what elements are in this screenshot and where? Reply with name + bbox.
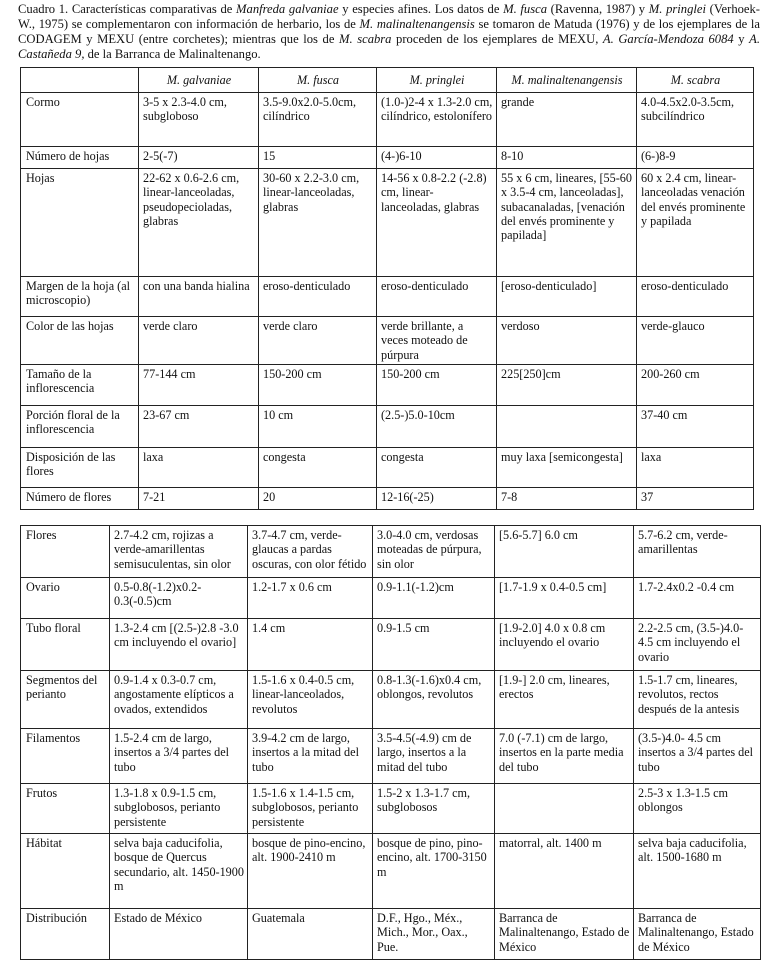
table-cell: 0.9-1.1(-1.2)cm — [373, 578, 495, 619]
table-cell: 4.0-4.5x2.0-3.5cm, subcilíndrico — [637, 93, 754, 147]
table-row — [21, 784, 761, 834]
table-cell: 2.5-3 x 1.3-1.5 cm oblongos — [634, 784, 761, 834]
table-cell: 60 x 2.4 cm, linear-lanceoladas venación del envés prominente y papilada — [637, 169, 754, 277]
species-header: M. fusca — [259, 68, 377, 93]
table-cell: 1.2-1.7 x 0.6 cm — [248, 578, 373, 619]
table-cell: 1.7-2.4x0.2 -0.4 cm — [634, 578, 761, 619]
table-row — [21, 526, 761, 578]
table-row — [21, 447, 754, 487]
table-cell: 8-10 — [497, 147, 637, 169]
table-cell: 3.5-9.0x2.0-5.0cm, cilíndrico — [259, 93, 377, 147]
species-header: M. galvaniae — [139, 68, 259, 93]
table-cell: eroso-denticulado — [259, 277, 377, 317]
table-cell: 0.9-1.4 x 0.3-0.7 cm, angostamente elípticos a ovados, extendidos — [110, 671, 248, 729]
table-cell: congesta — [259, 447, 377, 487]
table-cell: matorral, alt. 1400 m — [495, 834, 634, 909]
table-cell: (4-)6-10 — [377, 147, 497, 169]
table-row — [21, 671, 761, 729]
caption-italic-text: M. fusca — [503, 2, 548, 16]
table-row — [21, 729, 761, 784]
species-header: M. malinaltenangensis — [497, 68, 637, 93]
caption-text: y especies afines. Los datos de — [338, 2, 504, 16]
caption-text: proceden de los ejemplares de MEXU, — [391, 31, 603, 46]
table-cell: 3.0-4.0 cm, verdosas moteadas de púrpura, sin olor — [373, 526, 495, 578]
table-cell: verde claro — [259, 317, 377, 365]
row-label: Porción floral de la inflorescencia — [21, 405, 139, 447]
table-cell: con una banda hialina — [139, 277, 259, 317]
table-row — [21, 277, 754, 317]
table-cell: verde claro — [139, 317, 259, 365]
table-row — [21, 317, 754, 365]
row-label: Ovario — [21, 578, 110, 619]
table-cell: 30-60 x 2.2-3.0 cm, linear-lanceoladas, glabras — [259, 169, 377, 277]
caption-italic-text: Manfreda galvaniae — [236, 2, 339, 16]
caption-italic-text: M. pringlei — [648, 2, 706, 16]
table-cell: 3-5 x 2.3-4.0 cm, subgloboso — [139, 93, 259, 147]
table-cell: 12-16(-25) — [377, 487, 497, 509]
table-row — [21, 169, 754, 277]
table-cell: 0.5-0.8(-1.2)x0.2-0.3(-0.5)cm — [110, 578, 248, 619]
caption-italic-text: A. García-Mendoza 6084 — [602, 31, 734, 46]
table-row — [21, 147, 754, 169]
table-cell: bosque de pino, pino-encino, alt. 1700-3150 m — [373, 834, 495, 909]
caption-italic-text: M. scabra — [338, 31, 392, 46]
table-cell: [eroso-denticulado] — [497, 277, 637, 317]
row-label: Hojas — [21, 169, 139, 277]
table-cell: 10 cm — [259, 405, 377, 447]
table-cell: 77-144 cm — [139, 364, 259, 405]
table-row — [21, 93, 754, 147]
table-cell: 7-21 — [139, 487, 259, 509]
table-cell: 225[250]cm — [497, 364, 637, 405]
row-label: Flores — [21, 526, 110, 578]
table-cell: 15 — [259, 147, 377, 169]
table-cell: (3.5-)4.0- 4.5 cm insertos a 3/4 partes del tubo — [634, 729, 761, 784]
row-label: Cormo — [21, 93, 139, 147]
table-cell: [1.7-1.9 x 0.4-0.5 cm] — [495, 578, 634, 619]
table-cell: 20 — [259, 487, 377, 509]
species-header-row — [21, 68, 754, 93]
table-cell: 0.8-1.3(-1.6)x0.4 cm, oblongos, revolutos — [373, 671, 495, 729]
table-cell: selva baja caducifolia, alt. 1500-1680 m — [634, 834, 761, 909]
row-label: Tamaño de la inflorescencia — [21, 364, 139, 405]
table-cell: 1.5-2.4 cm de largo, insertos a 3/4 partes del tubo — [110, 729, 248, 784]
table-cell: 37 — [637, 487, 754, 509]
table-cell: eroso-denticulado — [377, 277, 497, 317]
table-row — [21, 619, 761, 671]
table-cell — [497, 405, 637, 447]
caption-italic-text: A. Castañeda 9, — [18, 31, 760, 61]
table-cell: 3.9-4.2 cm de largo, insertos a la mitad del tubo — [248, 729, 373, 784]
table-cell: 7.0 (-7.1) cm de largo, insertos en la parte media del tubo — [495, 729, 634, 784]
row-label: Tubo floral — [21, 619, 110, 671]
table-cell: 1.5-1.6 x 1.4-1.5 cm, subglobosos, perianto persistente — [248, 784, 373, 834]
table-cell: 37-40 cm — [637, 405, 754, 447]
table-cell: 1.3-1.8 x 0.9-1.5 cm, subglobosos, perianto persistente — [110, 784, 248, 834]
caption-text: se tomaron de Matuda (1976) y de los ejemplares de la CODAGEM y MEXU (entre corchetes); mientras que los de — [18, 16, 760, 46]
table-cell: (1.0-)2-4 x 1.3-2.0 cm, cilíndrico, estolonífero — [377, 93, 497, 147]
caption-italic-text: M. malinaltenangensis — [359, 16, 475, 31]
caption-text: (Verhoek-W., 1975) se complementaron con información de herbario, los de — [18, 2, 761, 31]
row-label: Hábitat — [21, 834, 110, 909]
table-cell: 150-200 cm — [377, 364, 497, 405]
table-cell: 150-200 cm — [259, 364, 377, 405]
table-row — [21, 405, 754, 447]
table-cell: verdoso — [497, 317, 637, 365]
table-cell: 1.4 cm — [248, 619, 373, 671]
table-caption — [18, 2, 760, 61]
comparison-table-part-1 — [20, 67, 754, 510]
row-label: Distribución — [21, 909, 110, 960]
table-cell: 55 x 6 cm, lineares, [55-60 x 3.5-4 cm, lanceoladas], subacanaladas, [venación del envés prominente y papilada] — [497, 169, 637, 277]
table-cell: D.F., Hgo., Méx., Mich., Mor., Oax., Pue. — [373, 909, 495, 960]
table-cell: Guatemala — [248, 909, 373, 960]
caption-text: de la Barranca de Malinaltenango. — [84, 46, 261, 61]
row-label: Número de flores — [21, 487, 139, 509]
table-cell: Barranca de Malinaltenango, Estado de México — [634, 909, 761, 960]
row-label: Margen de la hoja (al microscopio) — [21, 277, 139, 317]
table-row — [21, 834, 761, 909]
table-cell: laxa — [139, 447, 259, 487]
species-header: M. scabra — [637, 68, 754, 93]
row-label: Frutos — [21, 784, 110, 834]
row-label: Número de hojas — [21, 147, 139, 169]
table-cell: 2.7-4.2 cm, rojizas a verde-amarillentas semisuculentas, sin olor — [110, 526, 248, 578]
caption-text: Cuadro 1. Características comparativas de — [18, 2, 237, 16]
table-row — [21, 909, 761, 960]
table-cell: 2.2-2.5 cm, (3.5-)4.0-4.5 cm incluyendo el ovario — [634, 619, 761, 671]
table-cell: (2.5-)5.0-10cm — [377, 405, 497, 447]
table-cell: 1.3-2.4 cm [(2.5-)2.8 -3.0 cm incluyendo el ovario] — [110, 619, 248, 671]
table-cell: 22-62 x 0.6-2.6 cm, linear-lanceoladas, pseudopecioladas, glabras — [139, 169, 259, 277]
table-cell: verde-glauco — [637, 317, 754, 365]
caption-text: (Ravenna, 1987) y — [547, 2, 649, 16]
row-label: Color de las hojas — [21, 317, 139, 365]
table-cell: 1.5-1.7 cm, lineares, revolutos, rectos después de la antesis — [634, 671, 761, 729]
table-cell: [5.6-5.7] 6.0 cm — [495, 526, 634, 578]
table-cell — [495, 784, 634, 834]
table-cell: 3.7-4.7 cm, verde-glaucas a pardas oscuras, con olor fétido — [248, 526, 373, 578]
table-cell: laxa — [637, 447, 754, 487]
table-cell: [1.9-2.0] 4.0 x 0.8 cm incluyendo el ovario — [495, 619, 634, 671]
table-cell: verde brillante, a veces moteado de púrpura — [377, 317, 497, 365]
table-cell: 23-67 cm — [139, 405, 259, 447]
caption-text: y — [733, 31, 750, 46]
table-cell: 0.9-1.5 cm — [373, 619, 495, 671]
table-row — [21, 487, 754, 509]
table-cell: muy laxa [semicongesta] — [497, 447, 637, 487]
table-cell: 2-5(-7) — [139, 147, 259, 169]
row-label: Segmentos del perianto — [21, 671, 110, 729]
table-cell: bosque de pino-encino, alt. 1900-2410 m — [248, 834, 373, 909]
row-label: Disposición de las flores — [21, 447, 139, 487]
table-cell: 7-8 — [497, 487, 637, 509]
table-cell: grande — [497, 93, 637, 147]
table-cell: (6-)8-9 — [637, 147, 754, 169]
header-blank — [21, 68, 139, 93]
table-row — [21, 578, 761, 619]
table-cell: 5.7-6.2 cm, verde-amarillentas — [634, 526, 761, 578]
table-cell: congesta — [377, 447, 497, 487]
table-cell: [1.9-] 2.0 cm, lineares, erectos — [495, 671, 634, 729]
table-cell: 3.5-4.5(-4.9) cm de largo, insertos a la mitad del tubo — [373, 729, 495, 784]
table-cell: 200-260 cm — [637, 364, 754, 405]
species-header: M. pringlei — [377, 68, 497, 93]
table-cell: selva baja caducifolia, bosque de Quercus secundario, alt. 1450-1900 m — [110, 834, 248, 909]
comparison-table-part-2 — [20, 525, 761, 960]
table-cell: Barranca de Malinaltenango, Estado de México — [495, 909, 634, 960]
table-cell: 1.5-1.6 x 0.4-0.5 cm, linear-lanceolados, revolutos — [248, 671, 373, 729]
table-cell: Estado de México — [110, 909, 248, 960]
table-cell: 14-56 x 0.8-2.2 (-2.8) cm, linear-lanceoladas, glabras — [377, 169, 497, 277]
table-cell: eroso-denticulado — [637, 277, 754, 317]
table-row — [21, 364, 754, 405]
row-label: Filamentos — [21, 729, 110, 784]
table-cell: 1.5-2 x 1.3-1.7 cm, subglobosos — [373, 784, 495, 834]
